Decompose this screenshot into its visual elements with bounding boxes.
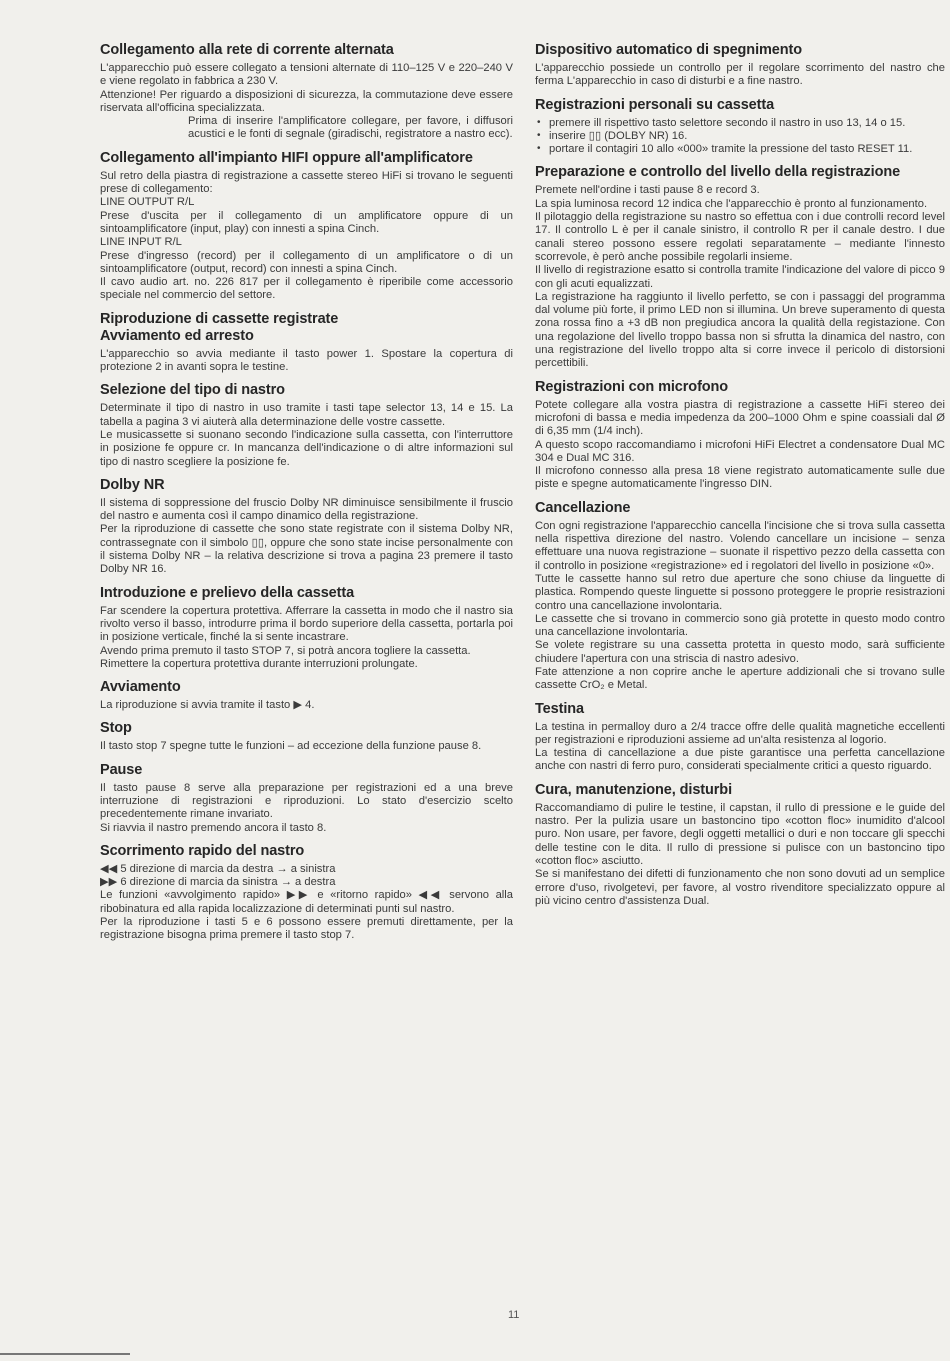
section-head [535,701,945,774]
heading-stop: Stop [100,720,132,737]
paragraph: A questo scopo raccomandiamo i microfoni HiFi Electret a condensatore Dual MC 304 e Dual MC 316. [535,438,945,464]
paragraph: ▶▶ 6 direzione di marcia da sinistra → a destra [100,876,336,889]
heading-pause: Pause [100,761,143,778]
heading-hifi-connection: Collegamento all'impianto HIFI oppure all'amplificatore [100,149,473,166]
paragraph: La spia luminosa record 12 indica che l'apparecchio è pronto al funzionamento. [535,197,928,210]
paragraph: Con ogni registrazione l'apparecchio cancella l'incisione che si trova sulla cassetta nella rispettiva direzione del nastro. Volendo cancellare un incisione – senza effettuare una nuova registrazione – suonate il rispettivo pezzo della cassetta con il controllo in posizione «registrazione» ed i regolatori del livello in posizione «0». [535,519,945,572]
paragraph: LINE OUTPUT R/L [100,196,195,209]
paragraph: Il tasto pause 8 serve alla preparazione per registrazioni ed a una breve interruzione di registrazioni e riproduzioni. Lo stato d'esercizio scelto precedentemente rimane invariato. [100,781,513,821]
paragraph: Sul retro della piastra di registrazione a cassette stereo HiFi si trovano le seguenti prese di collegamento: [100,169,513,196]
paragraph: Il livello di registrazione esatto si controlla tramite l'indicazione del valore di picco 9 con gli acuti equalizzati. [535,264,945,290]
section-level-control [535,164,945,370]
heading-cassette-insert: Introduzione e prelievo della cassetta [100,584,355,601]
paragraph: Si riavvia il nastro premendo ancora il tasto 8. [100,821,327,834]
paragraph: L'apparecchio possiede un controllo per il regolare scorrimento del nastro che ferma L'apparecchio in caso di disturbi e a fine nastro. [535,62,945,88]
paragraph: Fate attenzione a non coprire anche le aperture addizionali che si trovano sulle cassette CrO₂ e Metal. [535,665,945,692]
section-erase [535,500,945,693]
heading-tape-type: Selezione del tipo di nastro [100,382,285,399]
section-pause [100,762,513,835]
section-auto-stop [535,42,945,89]
section-start [100,679,513,712]
paragraph: Prese d'uscita per il collegamento di un amplificatore oppure di un sintoamplificatore (input, play) con innesti a spina Cinch. [100,209,513,235]
paragraph: La testina in permalloy duro a 2/4 tracce offre delle qualità magnetiche eccellenti per registrazioni e riproduzioni assieme ad un'alta resistenza al logorio. [535,720,945,746]
section-cassette-insert [100,585,513,671]
section-dolby [100,477,513,577]
heading-microphone: Registrazioni con microfono [535,378,729,395]
paragraph: Se si manifestano dei difetti di funzionamento che non sono dovuti ad un semplice errore d'uso, rivolgetevi, per favore, al vostro rivenditore specializzato oppure al più vicino centro d'assistenza Dual. [535,868,945,907]
paragraph: Raccomandiamo di pulire le testine, il capstan, il rullo di pressione e le guide del nastro. Per la pulizia usare un bastoncino tipo «cotton floc» inumidito d'alcool puro. Non usare, per favore, degli oggetti metallici o duri e non toccare gli specchi delle testine con le dita. Il rullo di pressione si pulisce con un bastoncino tipo «cotton floc» asciutto. [535,801,945,867]
paragraph: Premete nell'ordine i tasti pause 8 e record 3. [535,184,760,197]
paragraph: ◀◀ 5 direzione di marcia da destra → a sinistra [100,862,336,875]
page-number: 11 [508,1309,520,1321]
paragraph: Prese d'ingresso (record) per il collegamento di un amplificatore o di un sintoamplificatore (output, record) con innesti a spina Cinch. [100,249,513,275]
heading-fast-wind: Scorrimento rapido del nastro [100,842,305,859]
paragraph: Il microfono connesso alla presa 18 viene registrato automaticamente sulle due piste e spegne automaticamente l'ingresso DIN. [535,465,945,491]
paragraph: Prima di inserire l'amplificatore collegare, per favore, i diffusori acustici e le fonti di segnale (giradischi, registratore a nastro ecc). [188,115,513,141]
heading-head: Testina [535,700,584,717]
section-fast-wind [100,843,513,943]
right-column [535,42,945,916]
heading-maintenance: Cura, manutenzione, disturbi [535,781,732,798]
heading-power-connection: Collegamento alla rete di corrente alternata [100,42,394,58]
section-hifi-connection [100,150,513,303]
section-personal-recordings [535,97,945,157]
left-column [100,42,513,951]
paragraph-warning: Attenzione! Per riguardo a disposizioni di sicurezza, la commutazione deve essere riservata all'officina specializzata. [100,88,513,114]
paragraph: La testina di cancellazione a due piste garantisce una perfetta cancellazione anche con nastri di ferro puro, considerati specialmente critici a questo riguardo. [535,747,945,773]
paragraph: Se volete registrare su una cassetta protetta in questo modo, sarà sufficiente chiudere l'apertura con una striscia di nastro adesivo. [535,639,945,665]
section-maintenance [535,782,945,908]
paragraph: LINE INPUT R/L [100,236,182,249]
paragraph: Le musicassette si suonano secondo l'indicazione sulla cassetta, con l'interruttore in posizione fe oppure cr. In mancanza dell'indicazione o di altre informazioni sul tipo di nastro scegliere la posizione fe. [100,428,513,468]
paragraph: Rimettere la copertura protettiva durante interruzioni prolungate. [100,657,418,670]
heading-start: Avviamento [100,679,181,696]
paragraph: La riproduzione si avvia tramite il tasto ▶ 4. [100,699,315,712]
paragraph: La registrazione ha raggiunto il livello perfetto, se con i passaggi del programma dal volume più forte, il primo LED non si illumina. Un breve superamento di questa zona rossa fino a +3 dB non pregiudica ancora la qualità della registazione. Con una regolazione del livello troppo bassa non si sfrutta la dinamica del nastro, con una registrazione del livello troppo alta si corre invece il pericolo di distorsioni percettibili. [535,290,945,370]
paragraph: Le funzioni «avvolgimento rapido» ▶▶ e «ritorno rapido» ◀◀ servono alla ribobinatura ed alla rapida localizzazione di determinati punti sul nastro. [100,889,513,915]
paragraph: Le cassette che si trovano in commercio sono già protette in questo modo contro una cancellazione involontaria. [535,612,945,639]
paragraph: Il sistema di soppressione del fruscio Dolby NR diminuisce sensibilmente il fruscio del nastro e aumenta così il campo dinamico della registrazione. [100,496,513,523]
paragraph: Tutte le cassette hanno sul retro due aperture che sono chiuse da linguette di plastica. Rompendo queste linguette si possono proteggere le proprie resistrazioni contro una cancellazione involontaria. [535,572,945,612]
list-item: • portare il contagiri 10 allo «000» tramite la pressione del tasto RESET 11. [535,143,945,156]
bottom-rule [0,1353,130,1355]
heading-dolby: Dolby NR [100,476,165,493]
paragraph: Avendo prima premuto il tasto STOP 7, si potrà ancora togliere la cassetta. [100,644,471,657]
section-stop [100,720,513,753]
paragraph: Il tasto stop 7 spegne tutte le funzioni – ad eccezione della funzione pause 8. [100,740,482,753]
paragraph: Far scendere la copertura protettiva. Afferrare la cassetta in modo che il nastro sia rivolto verso il basso, introdurre prima il bordo superiore della cassetta, portarla poi in posizione verticale, finché la si sente incastrare. [100,604,513,644]
paragraph: Per la riproduzione di cassette che sono state registrate con il sistema Dolby NR, contrassegnate con il simbolo ▯▯, oppure che sono state incise personalmente con il sistema Dolby NR – la relativa descrizione si trova a pagina 23 premere il tasto Dolby NR 16. [100,523,513,576]
list-item: • inserire ▯▯ (DOLBY NR) 16. [535,130,945,143]
heading-erase: Cancellazione [535,499,631,516]
section-tape-type [100,382,513,468]
heading-start-stop: Avviamento ed arresto [100,327,254,344]
paragraph: L'apparecchio può essere collegato a tensioni alternate di 110–125 V e 220–240 V e viene regolato in fabbrica a 230 V. [100,62,513,88]
heading-auto-stop: Dispositivo automatico di spegnimento [535,42,802,58]
section-power-connection [100,42,513,142]
heading-level-control: Preparazione e controllo del livello della registrazione [535,164,901,181]
section-playback [100,311,513,375]
section-microphone [535,379,945,492]
paragraph: Determinate il tipo di nastro in uso tramite i tasti tape selector 13, 14 e 15. La tabella a pagina 3 vi aiuterà alla determinazione delle vostre cassette. [100,402,513,428]
paragraph: Potete collegare alla vostra piastra di registrazione a cassette HiFi stereo dei microfoni di bassa e media impedenza da 200–1000 Ohm e spine coassiali dal Ø di 6,35 mm (1/4 inch). [535,398,945,438]
paragraph: Il pilotaggio della registrazione su nastro so effettua con i due controlli record level 17. Il controllo L è per il canale sinistro, il controllo R per il canale destro. I due canali stereo possono essere regolati separatamente – mediante l'innesto scorrevole, è però anche possibile regolarli insieme. [535,211,945,263]
paragraph: L'apparecchio so avvia mediante il tasto power 1. Spostare la copertura di protezione 2 in avanti sopra le testine. [100,347,513,374]
paragraph: Il cavo audio art. no. 226 817 per il collegamento è riperibile come accessorio speciale nel commercio del settore. [100,276,513,302]
list-item: • premere ill rispettivo tasto selettore secondo il nastro in uso 13, 14 o 15. [535,117,945,130]
bullet-list [535,117,945,157]
heading-personal-recordings: Registrazioni personali su cassetta [535,96,775,113]
paragraph: Per la riproduzione i tasti 5 e 6 possono essere premuti direttamente, per la registrazione bisogna prima premere il tasto stop 7. [100,916,513,942]
heading-playback: Riproduzione di cassette registrate [100,310,339,327]
